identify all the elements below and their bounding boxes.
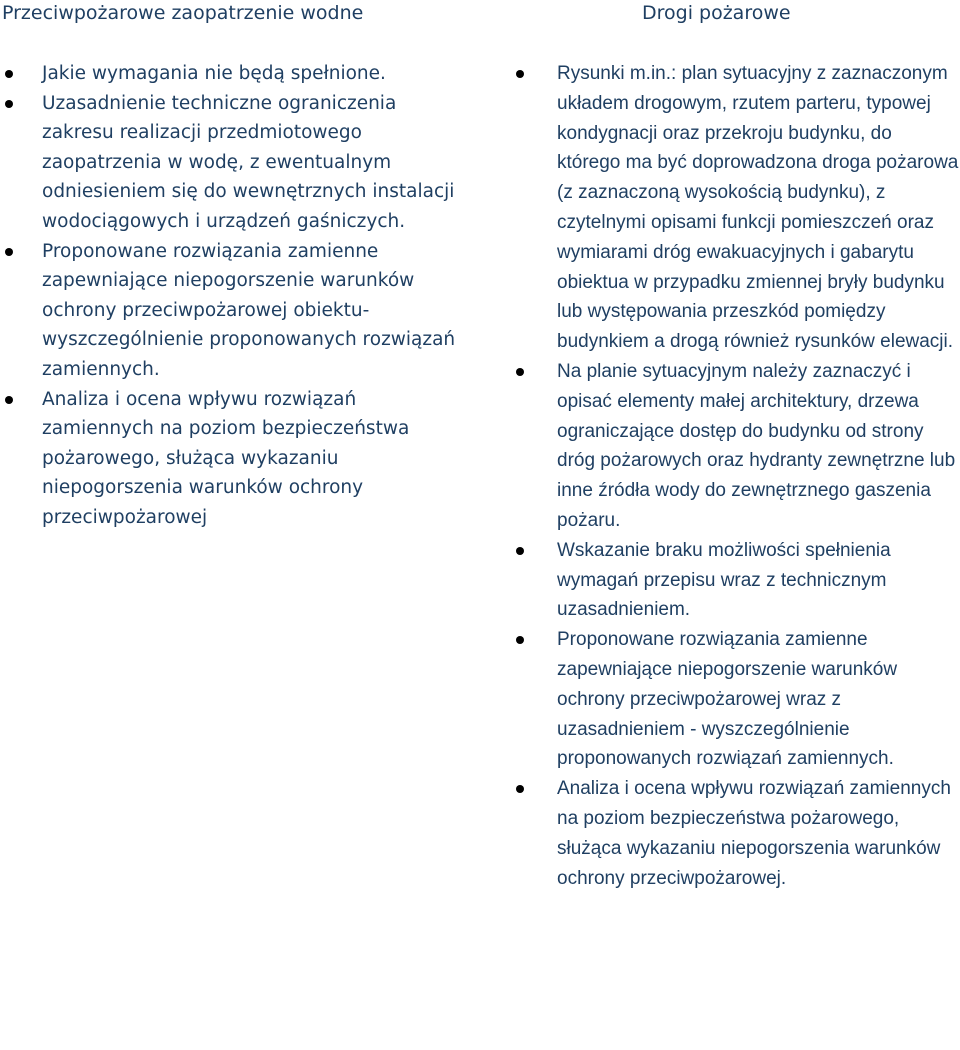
bullet-icon xyxy=(5,100,13,108)
list-item xyxy=(500,536,960,625)
bullet-icon xyxy=(5,396,13,404)
bullet-icon xyxy=(5,70,13,78)
list-item xyxy=(0,385,470,533)
bullet-icon xyxy=(516,547,524,555)
bullet-icon xyxy=(516,70,524,78)
left-bullet-list xyxy=(0,44,470,533)
bullet-icon xyxy=(5,248,13,256)
right-bullet-list xyxy=(500,44,960,893)
list-item xyxy=(0,59,470,89)
list-item xyxy=(0,237,470,385)
bullet-icon xyxy=(516,785,524,793)
list-item xyxy=(500,774,960,893)
list-item-text: Analiza i ocena wpływu rozwiązań zamiennych na poziom bezpieczeństwa pożarowego, służąca wykazaniu niepogorszenia warunków ochrony przeciwpożarowej xyxy=(42,388,410,528)
list-item xyxy=(500,59,960,357)
bullet-icon xyxy=(516,368,524,376)
list-item-text: Uzasadnienie techniczne ograniczenia zakresu realizacji przedmiotowego zaopatrzenia w wodę, z ewentualnym odniesieniem się do wewnętrznych instalacji wodociągowych i urządzeń gaśniczych. xyxy=(42,92,455,232)
list-item xyxy=(500,625,960,774)
list-item-text: Na planie sytuacyjnym należy zaznaczyć i opisać elementy małej architektury, drzewa ograniczające dostęp do budynku od strony dróg pożarowych oraz hydranty zewnętrzne lub inne źródła wody do zewnętrznego gaszenia pożaru. xyxy=(557,360,956,531)
list-item-text: Wskazanie braku możliwości spełnienia wymagań przepisu wraz z technicznym uzasadnieniem. xyxy=(557,539,891,621)
list-item-text: Analiza i ocena wpływu rozwiązań zamiennych na poziom bezpieczeństwa pożarowego, służąca wykazaniu niepogorszenia warunków ochrony przeciwpożarowej. xyxy=(557,778,951,889)
list-item-text: Proponowane rozwiązania zamienne zapewniające niepogorszenie warunków ochrony przeciwpożarowej wraz z uzasadnieniem - wyszczególnienie proponowanych rozwiązań zamiennych. xyxy=(557,629,898,770)
list-item-text: Proponowane rozwiązania zamienne zapewniające niepogorszenie warunków ochrony przeciwpożarowej obiektu- wyszczególnienie proponowanych rozwiązań zamiennych. xyxy=(42,240,456,380)
right-column xyxy=(500,0,960,893)
list-item xyxy=(500,357,960,536)
bullet-icon xyxy=(516,636,524,644)
list-item xyxy=(0,89,470,237)
left-column xyxy=(0,0,470,533)
list-item-text: Jakie wymagania nie będą spełnione. xyxy=(42,63,386,84)
list-item-text: Rysunki m.in.: plan sytuacyjny z zaznaczonym układem drogowym, rzutem parteru, typowej kondygnacji oraz przekroju budynku, do którego ma być doprowadzona droga pożarowa (z zaznaczoną wysokością budynku), z czytelnymi opisami funkcji pomieszczeń oraz wymiarami dróg ewakuacyjnych i gabarytu obiektua w przypadku zmiennej bryły budynku lub występowania przeszkód pomiędzy budynkiem a drogą również rysunków elewacji. xyxy=(557,63,959,353)
left-column-heading: Przeciwpożarowe zaopatrzenie wodne xyxy=(2,2,364,24)
right-column-heading: Drogi pożarowe xyxy=(642,2,791,24)
